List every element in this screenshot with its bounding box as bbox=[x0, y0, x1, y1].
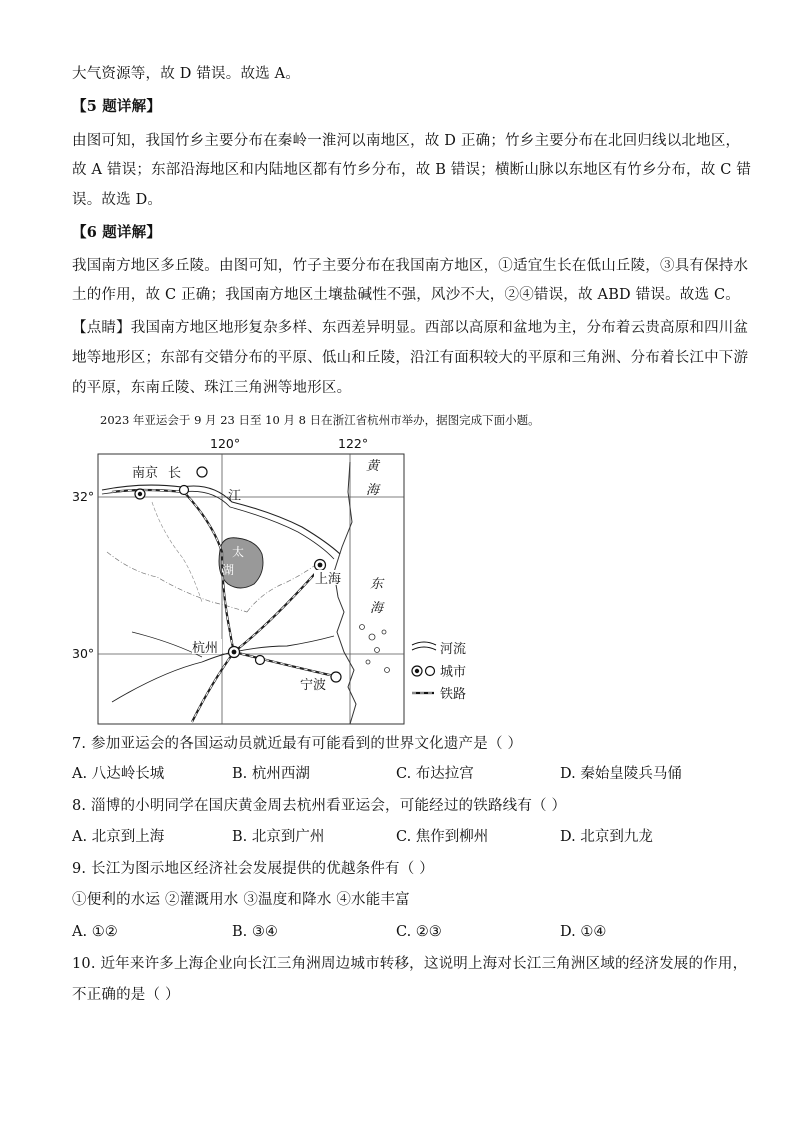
question-8-stem: 8. 淄博的小明同学在国庆黄金周去杭州看亚运会，可能经过的铁路线有（ ） bbox=[72, 798, 567, 814]
ningbo-label: 宁波 bbox=[300, 678, 327, 693]
lon-122-label: 122° bbox=[338, 436, 369, 451]
sea-hai-label: 海 bbox=[366, 483, 380, 498]
question-9-stem: 9. 长江为图示地区经济社会发展提供的优越条件有（ ） bbox=[72, 861, 434, 877]
question-9-items: ①便利的水运 ②灌溉用水 ③温度和降水 ④水能丰富 bbox=[72, 892, 410, 908]
legend-river-symbol bbox=[412, 642, 436, 645]
river-chang-label: 长 bbox=[168, 466, 182, 481]
lake-tai-label: 太 bbox=[232, 545, 245, 559]
section-heading-q6: 【6 题详解】 bbox=[72, 224, 162, 241]
question-7-stem: 7. 参加亚运会的各国运动员就近最有可能看到的世界文化遗产是（ ） bbox=[72, 736, 523, 752]
q7-option-b[interactable]: B. 杭州西湖 bbox=[232, 766, 310, 782]
city-marker bbox=[197, 467, 207, 477]
sea-huang-label: 黄 bbox=[366, 459, 380, 474]
q9-option-a[interactable]: A. ①② bbox=[72, 924, 118, 940]
q9-option-d[interactable]: D. ①④ bbox=[560, 924, 607, 940]
text-line: 误。故选 D。 bbox=[72, 192, 163, 208]
q7-option-c[interactable]: C. 布达拉宫 bbox=[396, 766, 474, 782]
q9-option-c[interactable]: C. ②③ bbox=[396, 924, 442, 940]
question-8-options bbox=[72, 827, 722, 847]
q8-option-a[interactable]: A. 北京到上海 bbox=[72, 829, 165, 845]
q9-option-b[interactable]: B. ③④ bbox=[232, 924, 278, 940]
text-line: 大气资源等，故 D 错误。故选 A。 bbox=[72, 66, 301, 82]
city-marker bbox=[180, 486, 189, 495]
question-10-stem: 10. 近年来许多上海企业向长江三角洲周边城市转移，这说明上海对长江三角洲区域的经济发展的作用， bbox=[72, 956, 748, 972]
q8-option-c[interactable]: C. 焦作到柳州 bbox=[396, 829, 489, 845]
sea-hai-label: 海 bbox=[370, 601, 384, 616]
question-9-options bbox=[72, 922, 722, 942]
text-line: 故 A 错误；东部沿海地区和内陆地区都有竹乡分布，故 B 错误；横断山脉以东地区有竹乡分布，故 C 错 bbox=[72, 162, 752, 178]
question-10-stem-cont: 不正确的是（ ） bbox=[72, 987, 180, 1003]
map-svg bbox=[72, 432, 492, 732]
text-line: 我国南方地区多丘陵。由图可知，竹子主要分布在我国南方地区，①适宜生长在低山丘陵，③具有保持水 bbox=[72, 258, 749, 274]
section-heading-q5: 【5 题详解】 bbox=[72, 98, 162, 115]
legend-rail-label: 铁路 bbox=[440, 687, 467, 702]
sea-dong-label: 东 bbox=[370, 577, 384, 592]
map-caption: 2023 年亚运会于 9 月 23 日至 10 月 8 日在浙江省杭州市举办，据图完成下面小题。 bbox=[100, 413, 540, 427]
shanghai-city-dot bbox=[318, 563, 323, 568]
text-line: 地等地形区；东部有交错分布的平原、低山和丘陵，沿江有面积较大的平原和三角洲、分布着长江中下游 bbox=[72, 350, 749, 366]
q7-option-d[interactable]: D. 秦始皇陵兵马俑 bbox=[560, 766, 682, 782]
lat-32-label: 32° bbox=[72, 489, 95, 504]
text-line: 土的作用，故 C 正确；我国南方地区土壤盐碱性不强，风沙不大，②④错误，故 ABD 错误。故选 C。 bbox=[72, 287, 740, 303]
q8-option-d[interactable]: D. 北京到九龙 bbox=[560, 829, 653, 845]
legend-city-symbol bbox=[426, 667, 435, 676]
lake-hu-label: 湖 bbox=[222, 563, 235, 577]
nanjing-city-dot bbox=[138, 492, 142, 496]
q7-option-a[interactable]: A. 八达岭长城 bbox=[72, 766, 165, 782]
legend-city-label: 城市 bbox=[440, 665, 467, 680]
city-marker bbox=[256, 656, 265, 665]
lon-120-label: 120° bbox=[210, 436, 241, 451]
tip-paragraph: 【点睛】我国南方地区地形复杂多样、东西差异明显。西部以高原和盆地为主，分布着云贵高原和四川盆 bbox=[72, 320, 749, 336]
hangzhou-city-dot bbox=[232, 650, 237, 655]
river-jiang-label: 江 bbox=[228, 489, 242, 504]
lat-30-label: 30° bbox=[72, 646, 95, 661]
question-7-options bbox=[72, 764, 722, 784]
yangtze-delta-map bbox=[72, 432, 492, 732]
text-line: 的平原，东南丘陵、珠江三角洲等地形区。 bbox=[72, 380, 352, 396]
legend-city-symbol bbox=[415, 669, 419, 673]
ningbo-city-marker bbox=[331, 672, 341, 682]
text-line: 由图可知，我国竹乡主要分布在秦岭一淮河以南地区，故 D 正确；竹乡主要分布在北回归线以北地区， bbox=[72, 133, 741, 149]
legend-river-label: 河流 bbox=[440, 642, 467, 657]
q8-option-b[interactable]: B. 北京到广州 bbox=[232, 829, 325, 845]
shanghai-label: 上海 bbox=[315, 572, 342, 587]
legend-river-symbol bbox=[412, 647, 436, 650]
hangzhou-label: 杭州 bbox=[192, 641, 219, 656]
nanjing-label: 南京 bbox=[132, 466, 159, 481]
